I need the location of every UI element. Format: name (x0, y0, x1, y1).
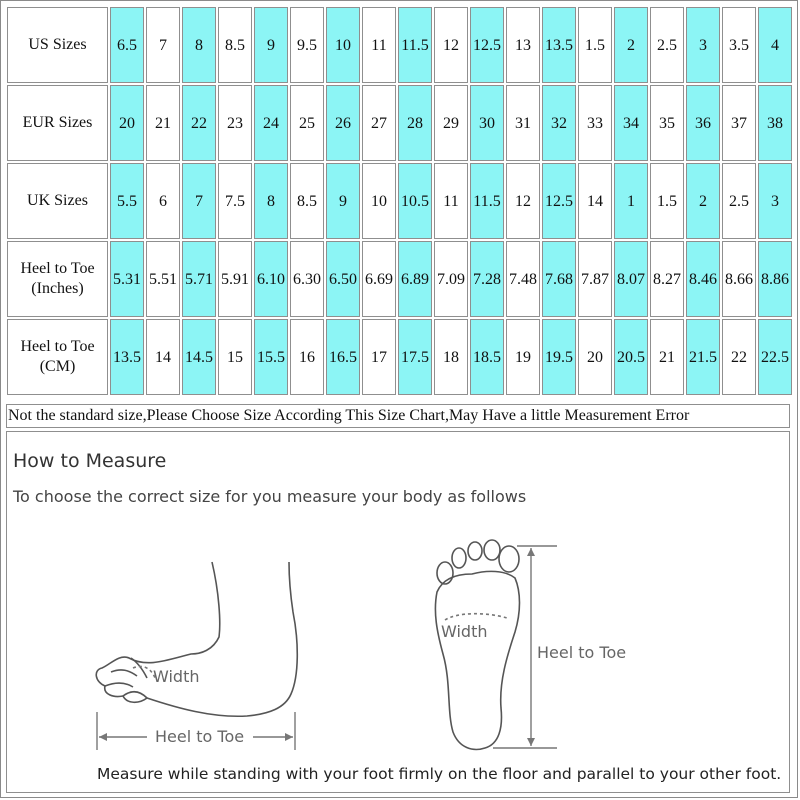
size-cell: 13.5 (542, 7, 576, 83)
size-cell: 7.09 (434, 241, 468, 317)
size-cell: 7 (146, 7, 180, 83)
size-cell: 33 (578, 85, 612, 161)
row-header: EUR Sizes (7, 85, 108, 161)
size-cell: 12 (434, 7, 468, 83)
size-cell: 9 (254, 7, 288, 83)
size-cell: 3.5 (722, 7, 756, 83)
size-cell: 22.5 (758, 319, 792, 395)
size-cell: 15.5 (254, 319, 288, 395)
size-cell: 11.5 (470, 163, 504, 239)
foot-measure-illustration (7, 432, 789, 792)
top-length-label: Heel to Toe (537, 643, 627, 662)
size-cell: 26 (326, 85, 360, 161)
size-cell: 6.30 (290, 241, 324, 317)
size-cell: 1.5 (578, 7, 612, 83)
row-header: US Sizes (7, 7, 108, 83)
size-cell: 5.71 (182, 241, 216, 317)
size-cell: 22 (722, 319, 756, 395)
size-cell: 7 (182, 163, 216, 239)
size-cell: 5.31 (110, 241, 144, 317)
size-cell: 10 (326, 7, 360, 83)
size-cell: 6 (146, 163, 180, 239)
size-cell: 7.28 (470, 241, 504, 317)
size-cell: 34 (614, 85, 648, 161)
side-foot-drawing (96, 562, 297, 716)
size-cell: 6.5 (110, 7, 144, 83)
size-cell: 2.5 (722, 163, 756, 239)
size-cell: 5.91 (218, 241, 252, 317)
size-cell: 5.5 (110, 163, 144, 239)
size-cell: 35 (650, 85, 684, 161)
size-cell: 2 (686, 163, 720, 239)
size-cell: 14.5 (182, 319, 216, 395)
size-cell: 18.5 (470, 319, 504, 395)
size-cell: 8.27 (650, 241, 684, 317)
size-cell: 11 (434, 163, 468, 239)
size-cell: 28 (398, 85, 432, 161)
size-cell: 25 (290, 85, 324, 161)
size-row (7, 85, 792, 161)
size-cell: 8.07 (614, 241, 648, 317)
row-header: Heel to Toe (Inches) (7, 241, 108, 317)
size-cell: 20 (110, 85, 144, 161)
size-cell: 8.86 (758, 241, 792, 317)
size-cell: 8.66 (722, 241, 756, 317)
size-cell: 10.5 (398, 163, 432, 239)
size-cell: 22 (182, 85, 216, 161)
size-chart-table (5, 5, 794, 397)
size-cell: 1 (614, 163, 648, 239)
size-cell: 7.5 (218, 163, 252, 239)
size-cell: 7.48 (506, 241, 540, 317)
size-cell: 2.5 (650, 7, 684, 83)
size-cell: 21 (146, 85, 180, 161)
size-cell: 12.5 (542, 163, 576, 239)
size-cell: 19.5 (542, 319, 576, 395)
size-cell: 6.50 (326, 241, 360, 317)
size-cell: 12.5 (470, 7, 504, 83)
size-cell: 20.5 (614, 319, 648, 395)
size-cell: 18 (434, 319, 468, 395)
size-cell: 8.5 (290, 163, 324, 239)
size-cell: 32 (542, 85, 576, 161)
top-width-label: Width (441, 622, 488, 641)
size-cell: 8.5 (218, 7, 252, 83)
size-cell: 11 (362, 7, 396, 83)
side-width-label: Width (153, 667, 200, 686)
size-cell: 31 (506, 85, 540, 161)
size-cell: 7.87 (578, 241, 612, 317)
size-cell: 3 (758, 163, 792, 239)
size-cell: 21 (650, 319, 684, 395)
size-cell: 4 (758, 7, 792, 83)
size-cell: 7.68 (542, 241, 576, 317)
size-note: Not the standard size,Please Choose Size According This Size Chart,May Have a little Measurement Error (6, 404, 790, 428)
size-cell: 16.5 (326, 319, 360, 395)
size-cell: 11.5 (398, 7, 432, 83)
size-cell: 29 (434, 85, 468, 161)
size-cell: 10 (362, 163, 396, 239)
size-cell: 16 (290, 319, 324, 395)
size-cell: 2 (614, 7, 648, 83)
size-cell: 14 (578, 163, 612, 239)
size-cell: 21.5 (686, 319, 720, 395)
size-cell: 23 (218, 85, 252, 161)
size-cell: 8.46 (686, 241, 720, 317)
size-cell: 17.5 (398, 319, 432, 395)
size-cell: 38 (758, 85, 792, 161)
row-header: UK Sizes (7, 163, 108, 239)
size-cell: 30 (470, 85, 504, 161)
size-cell: 36 (686, 85, 720, 161)
size-cell: 13.5 (110, 319, 144, 395)
size-cell: 6.69 (362, 241, 396, 317)
how-to-measure-panel (6, 431, 790, 793)
size-cell: 14 (146, 319, 180, 395)
size-cell: 17 (362, 319, 396, 395)
size-cell: 9.5 (290, 7, 324, 83)
size-cell: 5.51 (146, 241, 180, 317)
size-cell: 24 (254, 85, 288, 161)
how-to-measure-subtitle: To choose the correct size for you measure your body as follows (13, 487, 527, 506)
size-cell: 8 (254, 163, 288, 239)
size-cell: 9 (326, 163, 360, 239)
size-cell: 3 (686, 7, 720, 83)
size-cell: 6.10 (254, 241, 288, 317)
row-header: Heel to Toe (CM) (7, 319, 108, 395)
size-cell: 19 (506, 319, 540, 395)
side-length-label: Heel to Toe (155, 727, 245, 746)
size-cell: 1.5 (650, 163, 684, 239)
size-cell: 20 (578, 319, 612, 395)
size-cell: 12 (506, 163, 540, 239)
size-row (7, 319, 792, 395)
size-row (7, 7, 792, 83)
size-cell: 27 (362, 85, 396, 161)
size-cell: 37 (722, 85, 756, 161)
size-cell: 13 (506, 7, 540, 83)
how-to-measure-title: How to Measure (13, 450, 167, 472)
measure-instruction: Measure while standing with your foot firmly on the floor and parallel to your other foot. (97, 765, 782, 783)
size-row (7, 241, 792, 317)
size-cell: 15 (218, 319, 252, 395)
size-row (7, 163, 792, 239)
size-cell: 8 (182, 7, 216, 83)
top-foot-drawing (435, 540, 519, 749)
size-cell: 6.89 (398, 241, 432, 317)
